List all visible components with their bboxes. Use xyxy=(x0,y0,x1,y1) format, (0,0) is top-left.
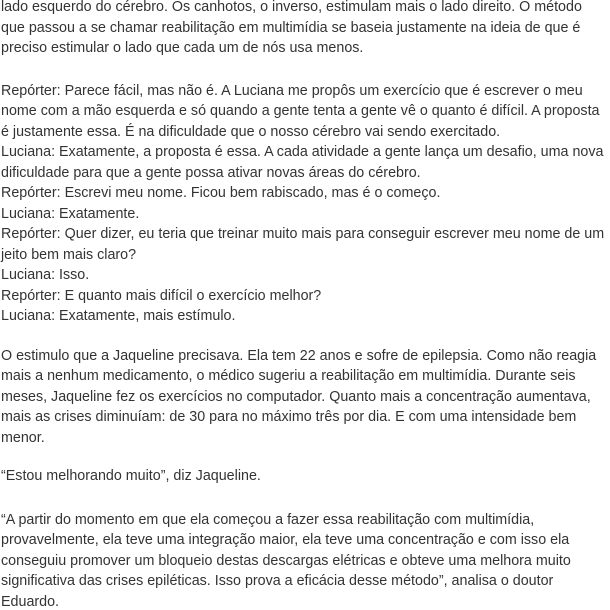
jaqueline-paragraph: O estimulo que a Jaqueline precisava. Ela tem 22 anos e sofre de epilepsia. Como não reagia mais a nenhum medicamento, o médico sugeriu a reabilitação em multimídia. Durante seis meses, Jaqueline fez os exercícios no computador. Quanto mais a concentração aumentava, mais as crises diminuíam: de 30 para no máximo três por dia. E com uma intensidade bem menor. xyxy=(1,347,597,446)
dialogue-block xyxy=(1,81,608,327)
dialogue-line: Luciana: Isso. xyxy=(1,267,90,283)
article-body xyxy=(1,0,608,610)
dialogue-line: Repórter: Parece fácil, mas não é. A Luciana me propôs um exercício que é escrever o meu nome com a mão esquerda e só quando a gente tenta a gente vê o quanto é difícil. A proposta é justamente essa. É na dificuldade que o nosso cérebro vai sendo exercitado. xyxy=(1,82,600,140)
intro-paragraph: lado esquerdo do cérebro. Os canhotos, o inverso, estimulam mais o lado direito. O método que passou a se chamar reabilitação em multimídia se baseia justamente na ideia de que é preciso estimular o lado que cada um de nós usa menos. xyxy=(1,0,582,56)
dialogue-line: Repórter: Escrevi meu nome. Ficou bem rabiscado, mas é o começo. xyxy=(1,185,441,201)
dialogue-line: Repórter: Quer dizer, eu teria que treinar muito mais para conseguir escrever meu nome de um jeito bem mais claro? xyxy=(1,226,605,263)
quote-jaqueline: “Estou melhorando muito”, diz Jaqueline. xyxy=(1,468,261,484)
dialogue-line: Luciana: Exatamente, a proposta é essa. A cada atividade a gente lança um desafio, uma nova dificuldade para que a gente possa ativar novas áreas do cérebro. xyxy=(1,144,604,181)
dialogue-line: Luciana: Exatamente, mais estímulo. xyxy=(1,308,236,324)
dialogue-line: Repórter: E quanto mais difícil o exercício melhor? xyxy=(1,287,322,304)
quote-doctor: “A partir do momento em que ela começou a fazer essa reabilitação com multimídia, provavelmente, ela teve uma integração maior, ela teve uma concentração e com isso ela conseguiu promover um bloqueio destas descargas elétricas e obteve uma melhora muito significativa das crises epiléticas. Isso prova a eficácia desse método”, analisa o doutor Eduardo. xyxy=(1,511,571,610)
dialogue-line: Luciana: Exatamente. xyxy=(1,205,140,222)
